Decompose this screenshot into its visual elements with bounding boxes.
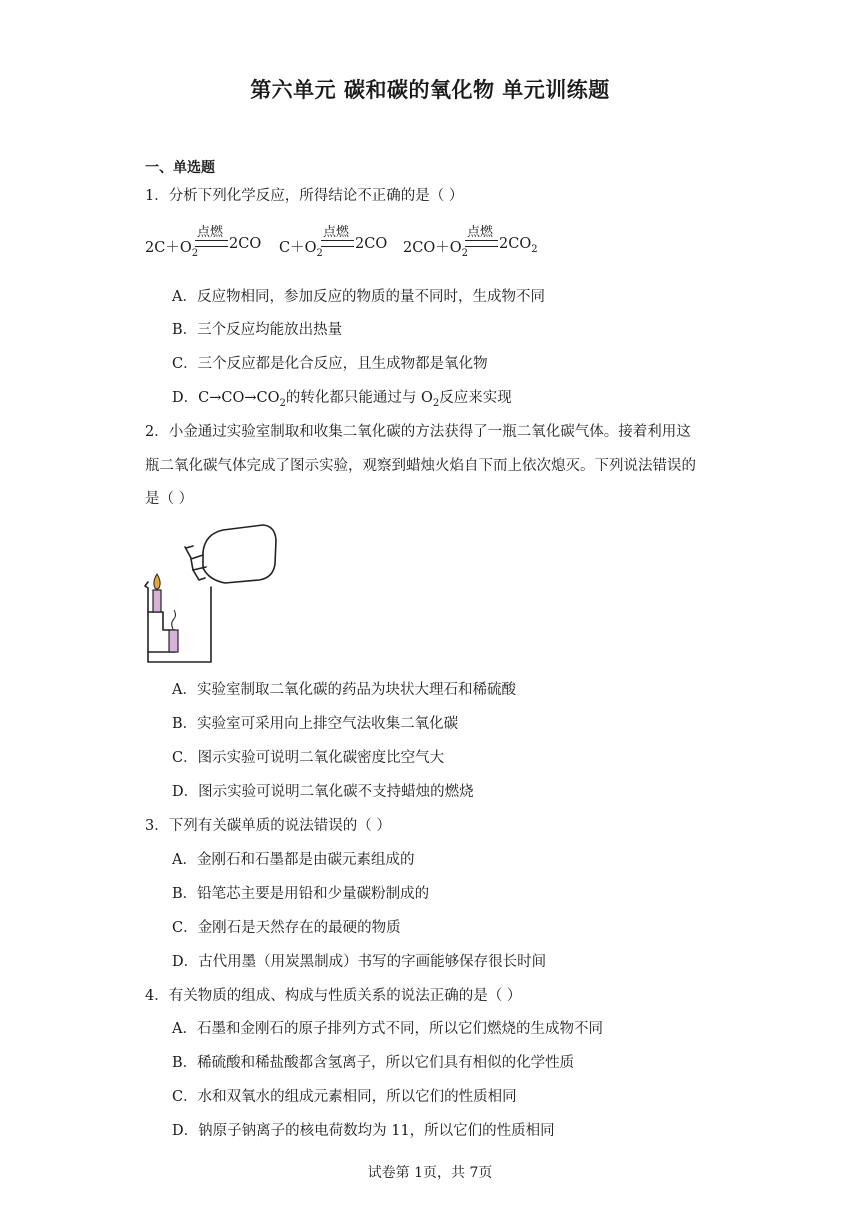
q4-option-c: C．水和双氧水的组成元素相同，所以它们的性质相同 [172,1089,517,1105]
q3-option-d: D．古代用墨（用炭黑制成）书写的字画能够保存很长时间 [172,954,547,970]
question-2-stem-line-3: 是（ ） [145,491,194,507]
q2-option-b: B．实验室可采用向上排空气法收集二氧化碳 [172,716,459,732]
upper-candle [153,590,161,612]
question-2-stem-line-1: 2．小金通过实验室制取和收集二氧化碳的方法获得了一瓶二氧化碳气体。接着利用这 [145,424,691,440]
lower-candle [169,630,178,652]
q2-option-c: C．图示实验可说明二氧化碳密度比空气大 [172,750,445,766]
q1-option-d: D．$C\to CO\to CO_2$的转化都只能通过与 $O_2$反应来实现 [172,390,512,409]
question-3-stem: 3．下列有关碳单质的说法错误的（ ） [145,818,391,834]
q3-option-c: C．金刚石是天然存在的最硬的物质 [172,920,401,936]
question-1-stem: 1．分析下列化学反应，所得结论不正确的是（ ） [145,188,464,204]
q1-option-c: C．三个反应都是化合反应，且生成物都是氧化物 [172,356,488,372]
q3-option-b: B．铅笔芯主要是用铅和少量碳粉制成的 [172,886,430,902]
lower-smoke [172,610,176,629]
q2-option-d: D．图示实验可说明二氧化碳不支持蜡烛的燃烧 [172,784,474,800]
bottle-body [203,525,276,583]
candle-beaker-figure [143,522,283,664]
upper-flame [154,574,160,589]
section-heading: 一、单选题 [145,160,215,176]
q4-option-a: A．石墨和金刚石的原子排列方式不同，所以它们燃烧的生成物不同 [172,1021,603,1037]
bottle-mouth [185,546,205,580]
q1-option-b: B．三个反应均能放出热量 [172,322,343,338]
q2-option-a: A．实验室制取二氧化碳的药品为块状大理石和稀硫酸 [172,682,516,698]
page-footer: 试卷第 1页，共 7页 [367,1165,493,1181]
question-2-stem-line-2: 瓶二氧化碳气体完成了图示实验，观察到蜡烛火焰自下而上依次熄灭。下列说法错误的 [145,458,696,474]
q4-option-d: D．钠原子钠离子的核电荷数均为 11，所以它们的性质相同 [172,1123,555,1139]
equation-row: $2C+O_2$ 点燃 2CO $C+O_2$ 点燃 2CO $2CO+O_2$ 点燃 $2CO_2$ [145,225,538,259]
q4-option-b: B．稀硫酸和稀盐酸都含氢离子，所以它们具有相似的化学性质 [172,1055,575,1071]
question-4-stem: 4．有关物质的组成、构成与性质关系的说法正确的是（ ） [145,988,522,1004]
page-title: 第六单元 碳和碳的氧化物 单元训练题 [250,78,610,102]
q1-option-a: A．反应物相同，参加反应的物质的量不同时，生成物不同 [172,289,545,305]
q3-option-a: A．金刚石和石墨都是由碳元素组成的 [172,852,415,868]
